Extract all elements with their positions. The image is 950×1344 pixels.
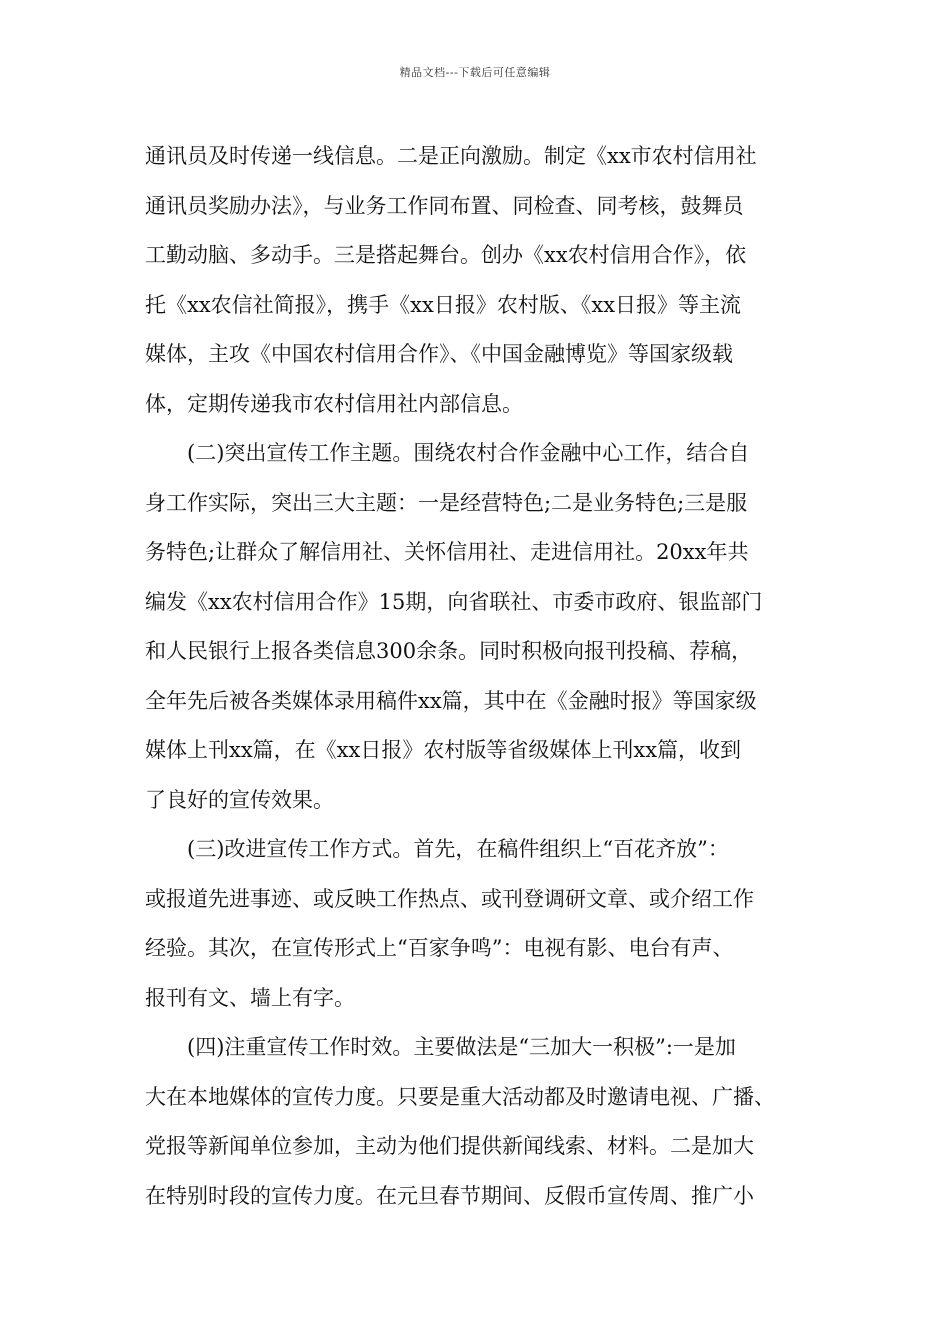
text-line: 体，定期传递我市农村信用社内部信息。 bbox=[145, 391, 523, 416]
text-line: 在特别时段的宣传力度。在元旦春节期间、反假币宣传周、推广小 bbox=[145, 1183, 754, 1208]
body-text bbox=[145, 132, 805, 1221]
text-line: 通讯员奖励办法》，与业务工作同布置、同检查、同考核，鼓舞员 bbox=[145, 193, 744, 218]
text-line: 身工作实际，突出三大主题：一是经营特色;二是业务特色;三是服 bbox=[145, 490, 748, 515]
text-line: (三)改进宣传工作方式。首先，在稿件组织上“百花齐放”： bbox=[187, 837, 729, 861]
text-line: 党报等新闻单位参加，主动为他们提供新闻线索、材料。二是加大 bbox=[145, 1134, 754, 1158]
text-line: 媒体上刊xx篇，在《xx日报》农村版等省级媒体上刊xx篇，收到 bbox=[145, 738, 742, 762]
text-line: 和人民银行上报各类信息300余条。同时积极向报刊投稿、荐稿， bbox=[145, 639, 753, 663]
text-line: (二)突出宣传工作主题。围绕农村合作金融中心工作，结合自 bbox=[187, 441, 750, 465]
text-line: 了良好的宣传效果。 bbox=[145, 787, 334, 812]
text-line: 工勤动脑、多动手。三是搭起舞台。创办《xx农村信用合作》，依 bbox=[145, 243, 747, 267]
text-line: 报刊有文、墙上有字。 bbox=[145, 985, 355, 1010]
text-line: 大在本地媒体的宣传力度。只要是重大活动都及时邀请电视、广播、 bbox=[145, 1084, 775, 1109]
text-line: 编发《xx农村信用合作》15期，向省联社、市委市政府、银监部门 bbox=[145, 589, 763, 614]
text-line: 托《xx农信社简报》，携手《xx日报》农村版、《xx日报》等主流 bbox=[145, 292, 742, 317]
page-header: 精品文档---下载后可任意编辑 bbox=[399, 66, 551, 79]
text-line: 经验。其次，在宣传形式上“百家争鸣”：电视有影、电台有声、 bbox=[145, 936, 734, 960]
text-line: 或报道先进事迹、或反映工作热点、或刊登调研文章、或介绍工作 bbox=[145, 886, 754, 911]
text-line: 通讯员及时传递一线信息。二是正向激励。制定《xx市农村信用社 bbox=[145, 144, 757, 168]
text-line: 务特色;让群众了解信用社、关怀信用社、走进信用社。20xx年共 bbox=[145, 540, 749, 564]
text-line: 全年先后被各类媒体录用稿件xx篇，其中在《金融时报》等国家级 bbox=[145, 688, 757, 713]
text-line: (四)注重宣传工作时效。主要做法是“三加大一积极”:一是加 bbox=[187, 1035, 736, 1059]
text-line: 媒体，主攻《中国农村信用合作》、《中国金融博览》等国家级载 bbox=[145, 342, 733, 366]
